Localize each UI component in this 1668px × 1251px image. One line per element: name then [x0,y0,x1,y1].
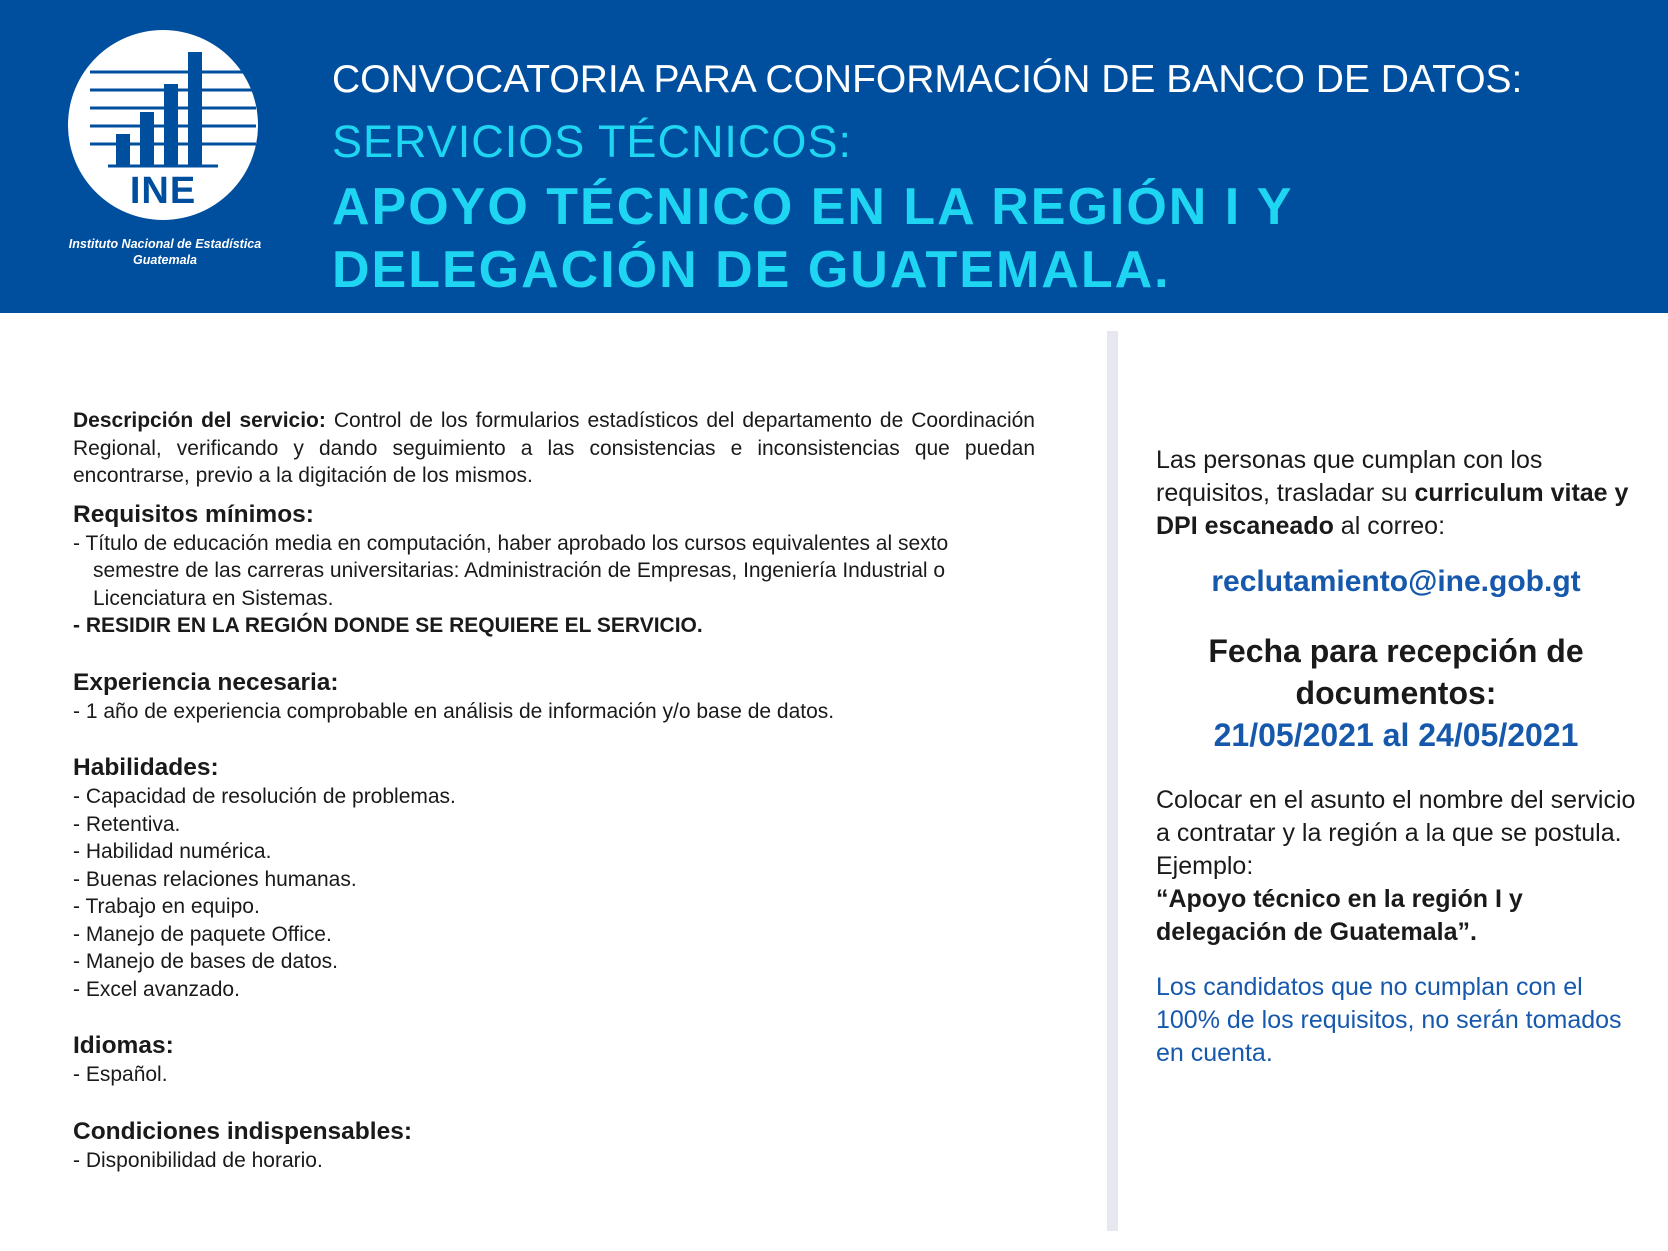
header-title-line-1: CONVOCATORIA PARA CONFORMACIÓN DE BANCO DE DATOS: [332,58,1523,101]
logo-caption-line-2: Guatemala [133,253,197,267]
application-column [1156,444,1636,1070]
habilidad-item: - Manejo de paquete Office. [73,922,332,946]
disqualification-note: Los candidatos que no cumplan con el 100% de los requisitos, no serán tomados en cuenta. [1156,973,1622,1067]
habilidad-item: - Buenas relaciones humanas. [73,867,357,891]
instructions-text-c: al correo: [1333,512,1446,540]
habilidad-item: - Retentiva. [73,812,181,836]
experiencia-item: - 1 año de experiencia comprobable en análisis de información y/o base de datos. [73,699,835,723]
header-title-line-2: SERVICIOS TÉCNICOS: [332,116,852,167]
instructions-text-bold: curriculum vitae y DPI escaneado [1156,479,1629,540]
header-title-line-3 [332,176,1652,302]
experiencia-title: Experiencia necesaria: [73,668,339,696]
habilidad-item: - Trabajo en equipo. [73,895,260,918]
idioma-item: - Español. [73,1063,168,1086]
requisito-item: - Título de educación media en computación, haber aprobado los cursos equivalentes al sexto semestre de las carreras universitarias: Administración de Empresas, Ingeniería Industrial o Licenciatura en Sistemas. [73,531,949,610]
habilidad-item: - Capacidad de resolución de problemas. [73,785,456,808]
habilidades-title: Habilidades: [73,754,219,781]
description-text: Control de los formularios estadísticos del departamento de Coordinación Regional, verificando y dando seguimiento a las consistencias e inconsistencias que puedan encontrarse, previo a la digitación de los mismos. [73,409,1035,487]
header-title-line-3a: APOYO TÉCNICO EN LA REGIÓN I Y [332,178,1294,236]
ine-logo [68,30,258,220]
requisito-item: - RESIDIR EN LA REGIÓN DONDE SE REQUIERE EL SERVICIO. [73,614,703,637]
condiciones-title: Condiciones indispensables: [73,1117,412,1145]
date-title: Fecha para recepción de documentos: [1208,633,1584,711]
subject-example: “Apoyo técnico en la región I y delegación de Guatemala”. [1156,885,1523,946]
header-title-line-3b: DELEGACIÓN DE GUATEMALA. [332,241,1171,299]
date-range: 21/05/2021 al 24/05/2021 [1213,717,1579,753]
column-divider [1107,331,1118,1231]
subject-instructions: Colocar en el asunto el nombre del servicio a contratar y la región a la que se postula. Ejemplo: [1156,786,1636,880]
instructions-text-a: Las personas que cumplan con los requisitos, trasladar su [1156,446,1543,507]
logo-abbreviation: INE [129,170,197,212]
habilidad-item: - Excel avanzado. [73,977,240,1001]
email-link[interactable]: reclutamiento@ine.gob.gt [1211,565,1581,598]
requirements-column [73,407,1035,1174]
logo-caption-line-1: Instituto Nacional de Estadística [68,237,262,251]
condicion-item: - Disponibilidad de horario. [73,1148,323,1172]
service-description [73,407,1035,490]
description-label: Descripción del servicio: [73,409,326,432]
idiomas-title: Idiomas: [73,1032,174,1059]
logo-caption [50,236,280,268]
habilidad-item: - Habilidad numérica. [73,840,272,863]
requisitos-title: Requisitos mínimos: [73,500,314,528]
header-banner [0,0,1668,313]
application-instructions [1156,444,1636,543]
habilidad-item: - Manejo de bases de datos. [73,950,339,973]
